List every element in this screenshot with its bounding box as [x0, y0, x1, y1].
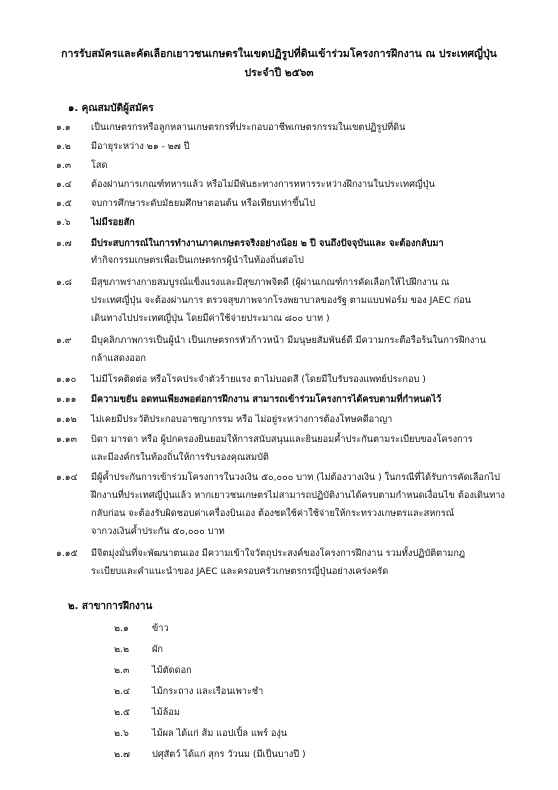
item-number: ๑.๗: [56, 238, 72, 249]
item-text-continued: กล้าแสดงออก: [91, 353, 146, 364]
item-text: ไม้กระถาง และเรือนเพาะชำ: [152, 686, 264, 697]
item-number: ๒.๔: [114, 686, 130, 697]
item-number: ๒.๒: [114, 644, 130, 655]
item-text-continued: เดินทางไปประเทศญี่ปุ่น โดยมีค่าใช้จ่ายประมาณ ๘๐๐ บาท ): [91, 313, 330, 324]
item-text: ไม่มีรอยสัก: [91, 217, 135, 228]
item-text: ไม้ตัดดอก: [152, 665, 192, 676]
item-number: ๒.๕: [114, 707, 130, 718]
item-number: ๑.๑๑: [56, 394, 77, 405]
item-text: มีผู้ค้ำประกันการเข้าร่วมโครงการในวงเงิน ๕๐,๐๐๐ บาท (ไม่ต้องวางเงิน ) ในกรณีที่ได้รับการคัดเลือกไป: [91, 472, 500, 483]
item-number: ๑.๑: [56, 122, 71, 133]
item-text: ผัก: [152, 644, 163, 655]
item-text: จบการศึกษาระดับมัธยมศึกษาตอนต้น หรือเทียบเท่าขึ้นไป: [91, 198, 316, 209]
section-heading-training-fields: ๒. สาขาการฝึกงาน: [68, 601, 153, 612]
item-text-continued: ฝึกงานที่ประเทศญี่ปุ่นแล้ว หากเยาวชนเกษตรไม่สามารถปฏิบัติงานได้ครบตามกำหนดเงื่อนไข ต้องเดินทาง: [91, 490, 505, 501]
item-text: มีจิตมุ่งมั่นที่จะพัฒนาตนเอง มีความเข้าใจวัตถุประสงค์ของโครงการฝึกงาน รวมทั้งปฏิบัติตามกฎ: [91, 548, 466, 559]
item-text: ไม้ล้อม: [152, 707, 180, 718]
item-text: บิดา มารดา หรือ ผู้ปกครองยินยอมให้การสนับสนุนและยินยอมค้ำประกันตามระเบียบของโครงการ: [91, 434, 473, 445]
item-text: เป็นเกษตรกรหรือลูกหลานเกษตรกรที่ประกอบอาชีพเกษตรกรรมในเขตปฏิรูปที่ดิน: [91, 122, 406, 133]
item-text: ไม่มีโรคติดต่อ หรือโรคประจำตัวร้ายแรง ตาไม่บอดสี (โดยมีใบรับรองแพทย์ประกอบ ): [91, 374, 426, 385]
item-text: ปศุสัตว์ ได้แก่ สุกร วัวนม (มีเป็นบางปี ): [152, 749, 306, 760]
item-number: ๒.๗: [114, 749, 130, 760]
item-number: ๑.๔: [56, 179, 72, 190]
item-number: ๑.๑๐: [56, 374, 77, 385]
item-text: ต้องผ่านการเกณฑ์ทหารแล้ว หรือไม่มีพันธะทางการทหารระหว่างฝึกงานในประเทศญี่ปุ่น: [91, 179, 435, 190]
item-text-continued: กลับก่อน จะต้องรับผิดชอบค่าเครื่องบินเอง ต้องชดใช้ค่าใช้จ่ายให้กระทรวงเกษตรและสหกรณ์: [91, 508, 455, 519]
document-title: การรับสมัครและคัดเลือกเยาวชนเกษตรในเขตปฏิรูปที่ดินเข้าร่วมโครงการฝึกงาน ณ ประเทศญี่ปุ่น: [61, 48, 497, 60]
item-text-continued: ประเทศญี่ปุ่น จะต้องผ่านการ ตรวจสุขภาพจากโรงพยาบาลของรัฐ ตามแบบฟอร์ม ของ JAEC ก่อน: [91, 295, 472, 306]
item-number: ๑.๑๕: [56, 548, 78, 559]
item-text-continued: ระเบียบและคำแนะนำของ JAEC และครอบครัวเกษตรกรญี่ปุ่นอย่างเคร่งครัด: [91, 566, 389, 577]
item-number: ๑.๑๔: [56, 472, 78, 483]
item-number: ๒.๓: [114, 665, 130, 676]
item-number: ๒.๑: [114, 623, 129, 634]
item-number: ๑.๖: [56, 217, 71, 228]
item-text: ไม่เคยมีประวัติประกอบอาชญากรรม หรือ ไม่อยู่ระหว่างการต้องโทษคดีอาญา: [91, 414, 393, 425]
item-text: ข้าว: [152, 623, 169, 634]
item-number: ๑.๓: [56, 160, 72, 171]
item-text: ไม้ผล ได้แก่ ส้ม แอปเปิ้ล แพร์ องุ่น: [152, 728, 288, 739]
item-number: ๑.๑๒: [56, 414, 77, 425]
item-text: มีสุขภาพร่างกายสมบูรณ์แข็งแรงและมีสุขภาพจิตดี (ผู้ผ่านเกณฑ์การคัดเลือกให้ไปฝึกงาน ณ: [91, 277, 450, 288]
document-subtitle-year: ประจำปี ๒๕๖๓: [244, 67, 314, 79]
item-text: มีบุคลิกภาพการเป็นผู้นำ เป็นเกษตรกรหัวก้าวหน้า มีมนุษยสัมพันธ์ดี มีความกระตือรือร้นในการฝึกงาน: [91, 335, 486, 346]
item-number: ๒.๖: [114, 728, 129, 739]
item-number: ๑.๑๓: [56, 434, 77, 445]
item-number: ๑.๒: [56, 141, 71, 152]
item-text-continued: ทำกิจกรรมเกษตรเพื่อเป็นเกษตรกรผู้นำในท้องถิ่นต่อไป: [91, 255, 304, 266]
item-text: มีความขยัน อดทนเพียงพอต่อการฝึกงาน สามารถเข้าร่วมโครงการได้ครบตามที่กำหนดไว้: [91, 394, 442, 405]
item-text: โสด: [91, 160, 108, 171]
item-number: ๑.๘: [56, 277, 72, 288]
section-heading-qualifications: ๑. คุณสมบัติผู้สมัคร: [68, 103, 154, 114]
item-text: มีประสบการณ์ในการทำงานภาคเกษตรจริงอย่างน้อย ๒ ปี จนถึงปัจจุบันและ จะต้องกลับมา: [91, 238, 444, 249]
item-text-continued: และมีองค์กรในท้องถิ่นให้การรับรองคุณสมบัติ: [91, 452, 269, 463]
item-text-continued: จากวงเงินค้ำประกัน ๕๐,๐๐๐ บาท: [91, 526, 225, 537]
item-number: ๑.๕: [56, 198, 72, 209]
item-number: ๑.๙: [56, 335, 72, 346]
item-text: มีอายุระหว่าง ๒๑ - ๒๗ ปี: [91, 141, 190, 152]
